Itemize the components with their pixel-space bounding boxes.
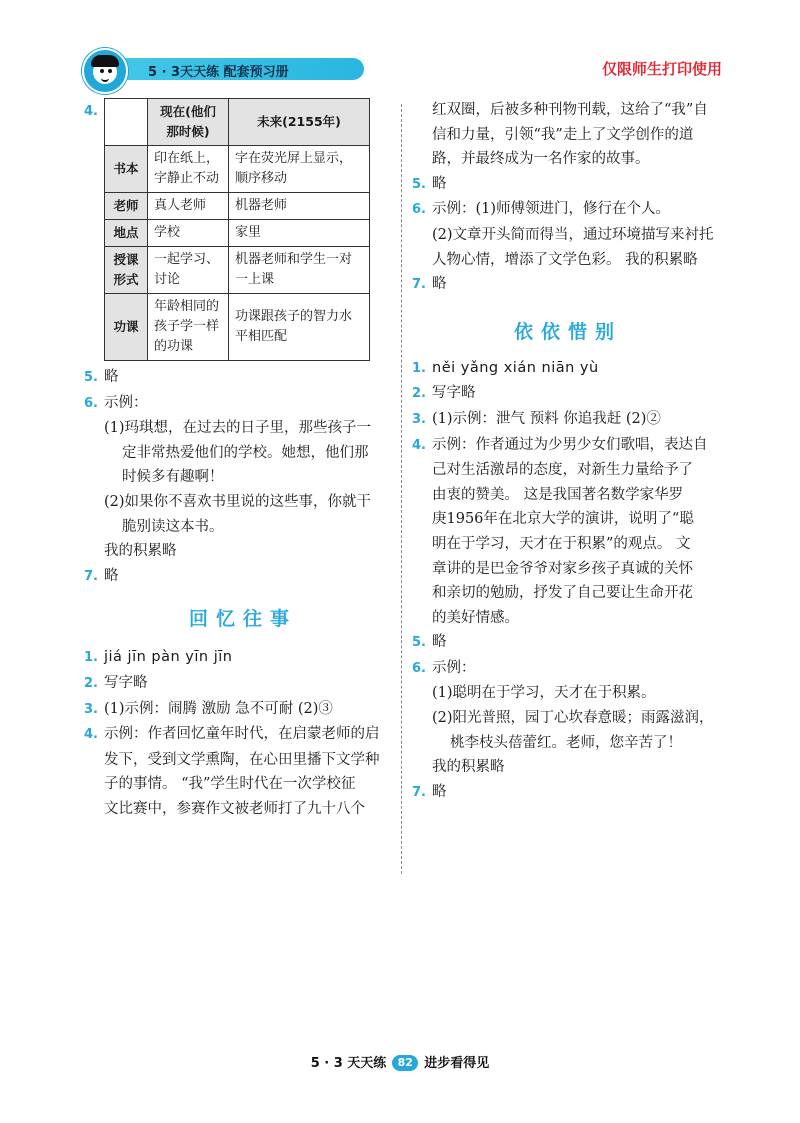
answer-line [84,391,402,417]
footer-slogan: 进步看得见 [424,1056,490,1071]
answer-text: 示例：作者通过为少男少女们歌唱，表达自 [432,436,708,453]
answer-line: 路，并最终成为一名作家的故事。 [432,151,650,168]
answer-line: (1)玛琪想，在过去的日子里，那些孩子一 [104,420,372,437]
table-row [105,247,370,294]
cell-future: 功课跟孩子的智力水平相匹配 [229,294,370,361]
mascot-logo-icon [82,48,128,94]
question-number: 7. [412,277,426,293]
series-label: 5 · 3天天练 配套预习册 [148,65,289,80]
answer-text: 略 [104,567,119,584]
question-number: 6. [84,395,98,411]
cell-now: 真人老师 [148,193,229,220]
cell-now: 印在纸上，字静止不动 [148,146,229,193]
answer-line [84,722,402,748]
cell-future: 字在荧光屏上显示，顺序移动 [229,146,370,193]
page-footer [0,1052,800,1071]
question-number: 1. [412,360,426,376]
question-number: 2. [412,386,426,402]
row-label: 地点 [105,220,148,247]
answer-line: 章讲的是巴金爷爷对家乡孩子真诚的关怀 [432,560,693,577]
answer-line: 庚1956年在北京大学的演讲，说明了“聪 [432,511,694,528]
cell-now: 年龄相同的孩子学一样的功课 [148,294,229,361]
answer-line [412,172,724,198]
cell-now: 学校 [148,220,229,247]
right-column [412,98,724,805]
print-restriction-label: 仅限师生打印使用 [601,60,722,78]
cell-future: 机器老师 [229,193,370,220]
answer-line: 由衷的赞美。 这是我国著名数学家华罗 [432,486,684,503]
row-label: 书本 [105,146,148,193]
answer-line: 桃李枝头蓓蕾红。老师，您辛苦了！ [450,734,682,751]
answer-line [84,697,402,723]
question-number: 4. [412,437,426,453]
answer-line: 我的积累略 [104,543,177,560]
answer-text: 略 [432,634,447,651]
answer-line: 明在于学习，天才在于积累”的观点。 文 [432,535,691,552]
answer-text: 示例： [432,659,476,676]
question-number: 3. [84,701,98,717]
answer-line [84,645,402,671]
table-row [105,146,370,193]
question-number: 4. [84,104,98,119]
cell-future: 机器老师和学生一对一上课 [229,247,370,294]
answer-text: (1)示例：泄气 预料 你追我赶 (2)② [432,410,661,427]
answer-text: 略 [432,783,447,800]
answer-line: (1)聪明在于学习，天才在于积累。 [432,685,656,702]
section-title: 回忆往事 [188,608,297,631]
row-label: 授课形式 [105,247,148,294]
page-number: 82 [392,1055,418,1071]
question-number: 6. [412,660,426,676]
section-title: 依依惜别 [513,320,622,343]
pinyin-answer: jiá jīn pàn yīn jīn [104,649,233,666]
answer-text: 略 [432,175,447,192]
answer-line: 己对生活激昂的态度，对新生力量给予了 [432,462,693,479]
answer-line: 人物心情，增添了文学色彩。 我的积累略 [432,251,698,268]
column-header-future: 未来(2155年) [229,99,370,146]
row-label: 老师 [105,193,148,220]
answer-line: (2)文章开头简而得当，通过环境描写来衬托 [432,226,714,243]
answer-text: 示例：作者回忆童年时代，在启蒙老师的启 [104,726,380,743]
answer-line: 脆别读这本书。 [122,518,224,535]
answer-text: 写字略 [104,674,148,691]
answer-line: 定非常热爱他们的学校。她想，他们那 [122,444,369,461]
table-row [105,220,370,247]
answer-line: 和亲切的勉励，抒发了自己要让生命开花 [432,585,693,602]
answer-text: 写字略 [432,385,476,402]
question-number: 1. [84,650,98,666]
answer-line [84,365,402,391]
answer-line: 子的事情。 “我”学生时代在一次学校征 [104,776,356,793]
answer-line [84,671,402,697]
row-label: 功课 [105,294,148,361]
answer-line: (2)阳光普照，园丁心坎春意暖；雨露滋润， [432,710,714,727]
answer-line: 信和力量，引领“我”走上了文学创作的道 [432,126,694,143]
left-column [84,98,402,822]
table-row [105,193,370,220]
answer-text: 示例：(1)师傅领进门，修行在个人。 [432,201,671,218]
answer-line [412,630,724,656]
table-row [105,294,370,361]
answer-line: 文比赛中，参赛作文被老师打了九十八个 [104,800,365,817]
question-number: 6. [412,202,426,218]
answer-text: 示例： [104,394,148,411]
cell-future: 家里 [229,220,370,247]
table-header-row [105,99,370,146]
answer-line [412,407,724,433]
answer-line: 的美好情感。 [432,609,519,626]
question-number: 4. [84,727,98,743]
page-header [82,48,722,88]
answer-line [412,780,724,806]
answer-line [412,197,724,223]
column-header-now: 现在(他们那时候) [148,99,229,146]
pinyin-answer: něi yǎng xián niān yù [432,359,599,376]
question-number: 5. [84,370,98,385]
q4-table-block [84,98,402,361]
comparison-table [104,98,370,361]
answer-line: 红双圈，后被多种刊物刊载，这给了“我”自 [432,102,708,118]
answer-line [412,272,724,298]
answer-line [412,656,724,682]
answer-line: (2)如果你不喜欢书里说的这些事，你就干 [104,493,372,510]
question-number: 3. [412,411,426,427]
answer-line [412,381,724,407]
question-number: 2. [84,675,98,691]
answer-text: 略 [432,276,447,293]
question-number: 7. [412,784,426,800]
table-corner-cell [105,99,148,146]
question-number: 5. [412,176,426,192]
cell-now: 一起学习、讨论 [148,247,229,294]
answer-line: 发下，受到文学熏陶，在心田里播下文学种 [104,751,380,768]
answer-line [84,564,402,590]
series-banner [102,58,364,80]
answer-line [412,433,724,459]
answer-line: 时候多有趣啊！ [122,469,224,486]
answer-text: (1)示例：闹腾 激励 急不可耐 (2)③ [104,700,333,717]
answer-text: 略 [104,369,119,385]
footer-brand: 5 · 3 天天练 [310,1056,387,1071]
question-number: 7. [84,568,98,584]
answer-line: 我的积累略 [432,759,505,776]
question-number: 5. [412,635,426,651]
answer-line [412,356,724,382]
